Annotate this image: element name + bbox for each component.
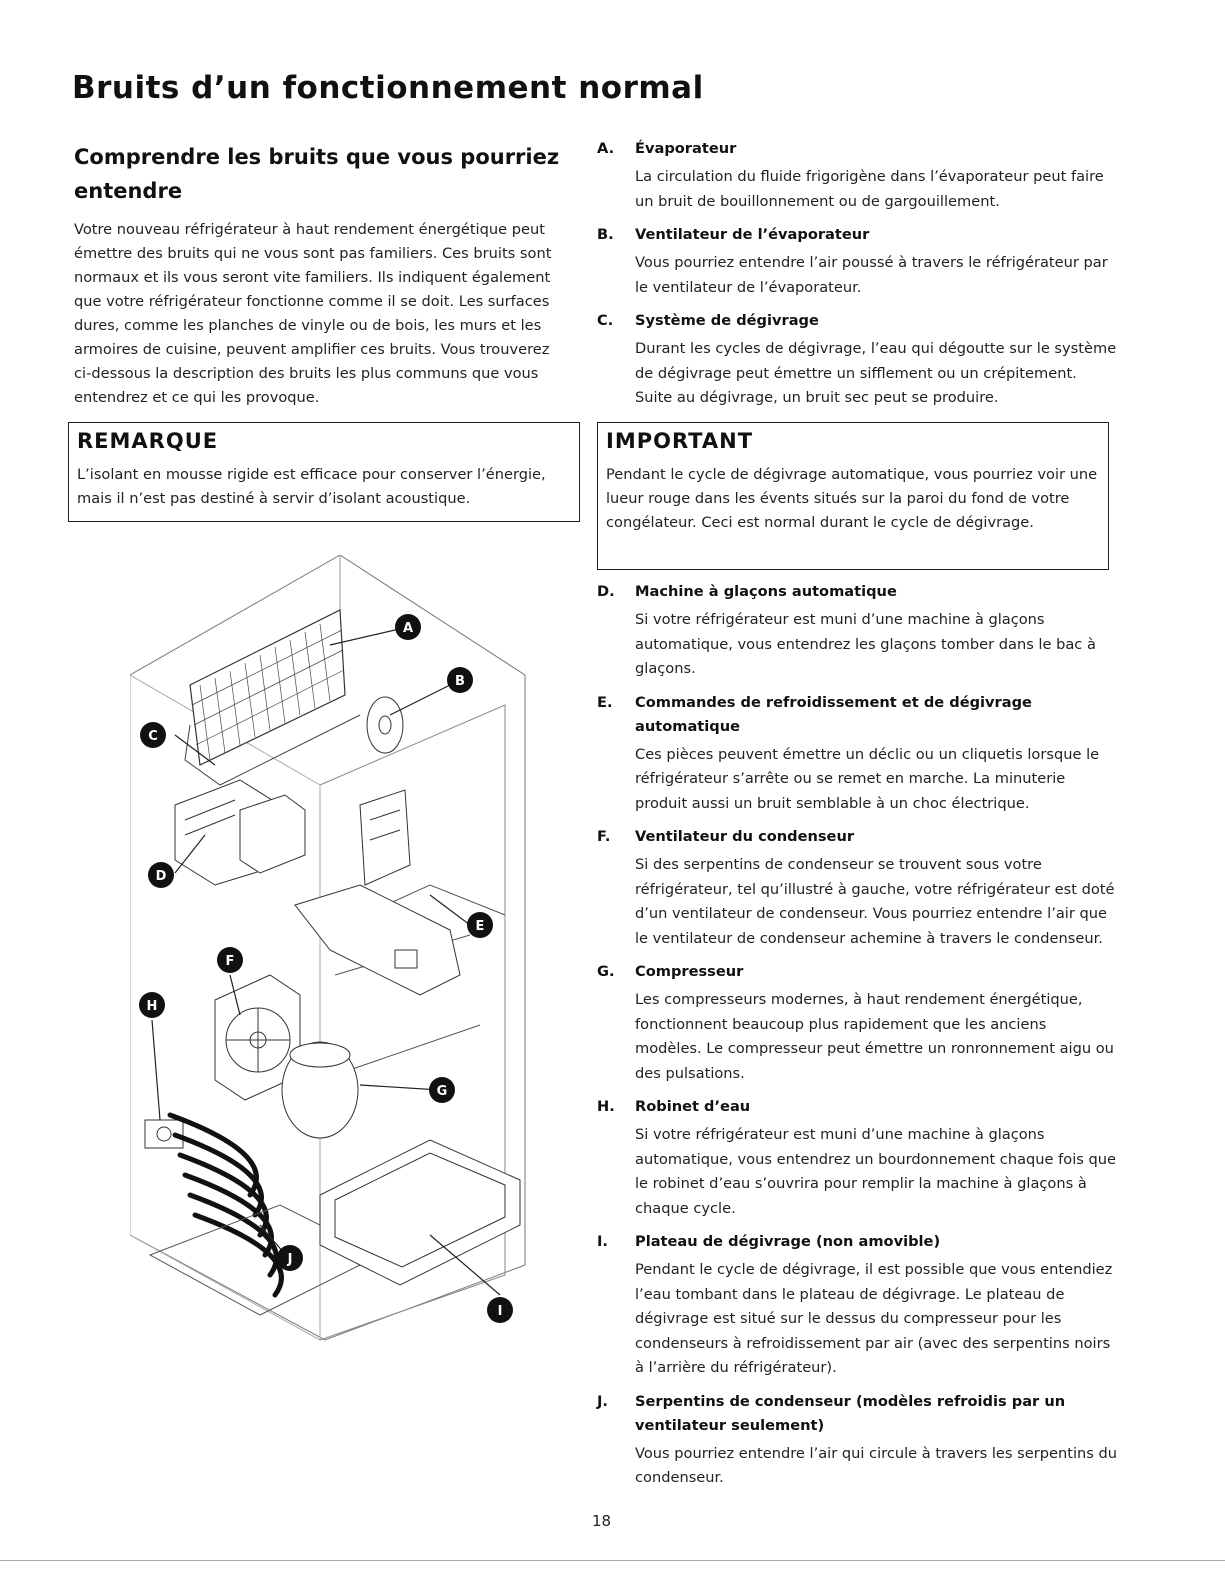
svg-text:D: D — [155, 869, 167, 884]
item-title: Plateau de dégivrage (non amovible) — [635, 1233, 941, 1250]
svg-text:C: C — [148, 729, 158, 744]
item-letter: G. — [597, 963, 615, 980]
item-description: Durant les cycles de dégivrage, l’eau qui dégoutte sur le système de dégivrage peut émettre un sifflement ou un crépitement. Suite au dégivrage, un bruit sec peut se produire. — [635, 340, 1117, 406]
svg-text:I: I — [497, 1304, 503, 1319]
noise-list-bottom — [597, 580, 1117, 1500]
item-description: Pendant le cycle de dégivrage, il est possible que vous entendiez l’eau tombant dans le plateau de dégivrage. Le plateau de dégivrage est situé sur le dessus du compresseur pour les condenseurs à refroidissement par air (avec des serpentins noirs à l’arrière du réfrigérateur). — [635, 1261, 1113, 1376]
callout-j — [277, 1245, 303, 1271]
callout-i — [487, 1297, 513, 1323]
refrigerator-illustration — [130, 555, 570, 1345]
item-letter: D. — [597, 583, 615, 600]
list-item — [597, 960, 1117, 1086]
item-title: Système de dégivrage — [635, 312, 819, 329]
callout-c — [140, 722, 166, 748]
defrost-pan — [320, 1140, 520, 1285]
evaporator-coil — [190, 610, 345, 765]
callout-b — [447, 667, 473, 693]
svg-text:J: J — [287, 1252, 293, 1267]
item-letter: I. — [597, 1233, 608, 1250]
svg-text:A: A — [402, 621, 414, 636]
item-letter: E. — [597, 693, 613, 711]
list-item — [597, 309, 1117, 411]
condenser-coils — [170, 1115, 281, 1295]
intro-section — [74, 140, 564, 410]
list-item — [597, 1230, 1117, 1381]
refrigerator-diagram — [130, 555, 570, 1345]
list-item — [597, 1095, 1117, 1221]
callout-a — [395, 614, 421, 640]
item-title: Ventilateur de l’évaporateur — [635, 226, 870, 243]
item-description: Si votre réfrigérateur est muni d’une machine à glaçons automatique, vous entendrez un bourdonnement chaque fois que le robinet d’eau s’ouvrira pour remplir la machine à glaçons à chaque cycle. — [635, 1126, 1117, 1217]
svg-text:E: E — [475, 919, 485, 934]
callout-f — [217, 947, 243, 973]
evaporator-fan — [367, 697, 403, 753]
svg-text:B: B — [455, 674, 465, 689]
noise-list-top — [597, 137, 1117, 420]
item-title: Compresseur — [635, 963, 744, 980]
list-item — [597, 137, 1117, 214]
control-board — [360, 790, 410, 885]
callout-d — [148, 862, 174, 888]
item-letter: J. — [597, 1392, 608, 1410]
important-title: IMPORTANT — [606, 429, 754, 453]
svg-text:H: H — [146, 999, 158, 1014]
item-description: Si votre réfrigérateur est muni d’une machine à glaçons automatique, vous entendrez les glaçons tomber dans le bac à glaçons. — [635, 611, 1096, 677]
important-box — [597, 422, 1109, 570]
svg-text:F: F — [225, 954, 235, 969]
list-item — [597, 1390, 1117, 1491]
remarque-body: L’isolant en mousse rigide est efficace pour conserver l’énergie, mais il n’est pas destiné à servir d’isolant acoustique. — [77, 466, 546, 507]
item-title: Ventilateur du condenseur — [635, 828, 855, 845]
remarque-title: REMARQUE — [77, 429, 219, 453]
item-description: Si des serpentins de condenseur se trouvent sous votre réfrigérateur, tel qu’illustré à gauche, votre réfrigérateur est doté d’un ventilateur de condenseur. Vous pourriez entendre l’air que le ventilateur de condenseur achemine à travers le condenseur. — [635, 856, 1115, 947]
item-description: Vous pourriez entendre l’air poussé à travers le réfrigérateur par le ventilateur de l’évaporateur. — [635, 254, 1108, 296]
ice-maker — [175, 780, 305, 885]
item-title: Commandes de refroidissement et de dégivrage automatique — [635, 693, 1032, 735]
list-item — [597, 580, 1117, 682]
callout-g — [429, 1077, 455, 1103]
intro-paragraph: Votre nouveau réfrigérateur à haut rendement énergétique peut émettre des bruits qui ne vous sont pas familiers. Ces bruits sont normaux et ils vous seront vite familiers. Ils indiquent également que votre réfrigérateur fonctionne comme il se doit. Les surfaces dures, comme les planches de vinyle ou de bois, les murs et les armoires de cuisine, peuvent amplifier ces bruits. Vous trouverez ci-dessous la description des bruits les plus communs que vous entendrez et ce qui les provoque. — [74, 221, 552, 406]
bottom-divider — [0, 1560, 1225, 1561]
page-number: 18 — [592, 1512, 612, 1530]
item-title: Machine à glaçons automatique — [635, 583, 897, 600]
item-title: Évaporateur — [635, 140, 737, 157]
item-title: Serpentins de condenseur (modèles refroidis par un ventilateur seulement) — [635, 1392, 1066, 1434]
list-item — [597, 691, 1117, 817]
important-body: Pendant le cycle de dégivrage automatique, vous pourriez voir une lueur rouge dans les évents situés sur la paroi du fond de votre congélateur. Ceci est normal durant le cycle de dégivrage. — [606, 466, 1098, 531]
remarque-box — [68, 422, 580, 522]
item-description: Vous pourriez entendre l’air qui circule à travers les serpentins du condenseur. — [635, 1444, 1117, 1486]
item-title: Robinet d’eau — [635, 1098, 751, 1115]
item-letter: F. — [597, 828, 611, 845]
list-item — [597, 825, 1117, 951]
list-item — [597, 223, 1117, 300]
section-heading: Comprendre les bruits que vous pourriez entendre — [74, 145, 560, 203]
item-description: La circulation du fluide frigorigène dans l’évaporateur peut faire un bruit de bouillonnement ou de gargouillement. — [635, 168, 1104, 210]
item-description: Les compresseurs modernes, à haut rendement énergétique, fonctionnent beaucoup plus rapidement que les anciens modèles. Le compresseur peut émettre un ronronnement aigu ou des pulsations. — [635, 991, 1114, 1082]
compressor — [282, 1042, 358, 1138]
callout-e — [467, 912, 493, 938]
item-description: Ces pièces peuvent émettre un déclic ou un cliquetis lorsque le réfrigérateur s’arrête ou se remet en marche. La minuterie produit aussi un bruit semblable à un choc électrique. — [635, 745, 1100, 812]
callout-h — [139, 992, 165, 1018]
item-letter: B. — [597, 226, 614, 243]
item-letter: A. — [597, 140, 615, 157]
page-title: Bruits d’un fonctionnement normal — [72, 70, 704, 106]
svg-text:G: G — [436, 1084, 448, 1099]
item-letter: C. — [597, 312, 614, 329]
item-letter: H. — [597, 1098, 615, 1115]
